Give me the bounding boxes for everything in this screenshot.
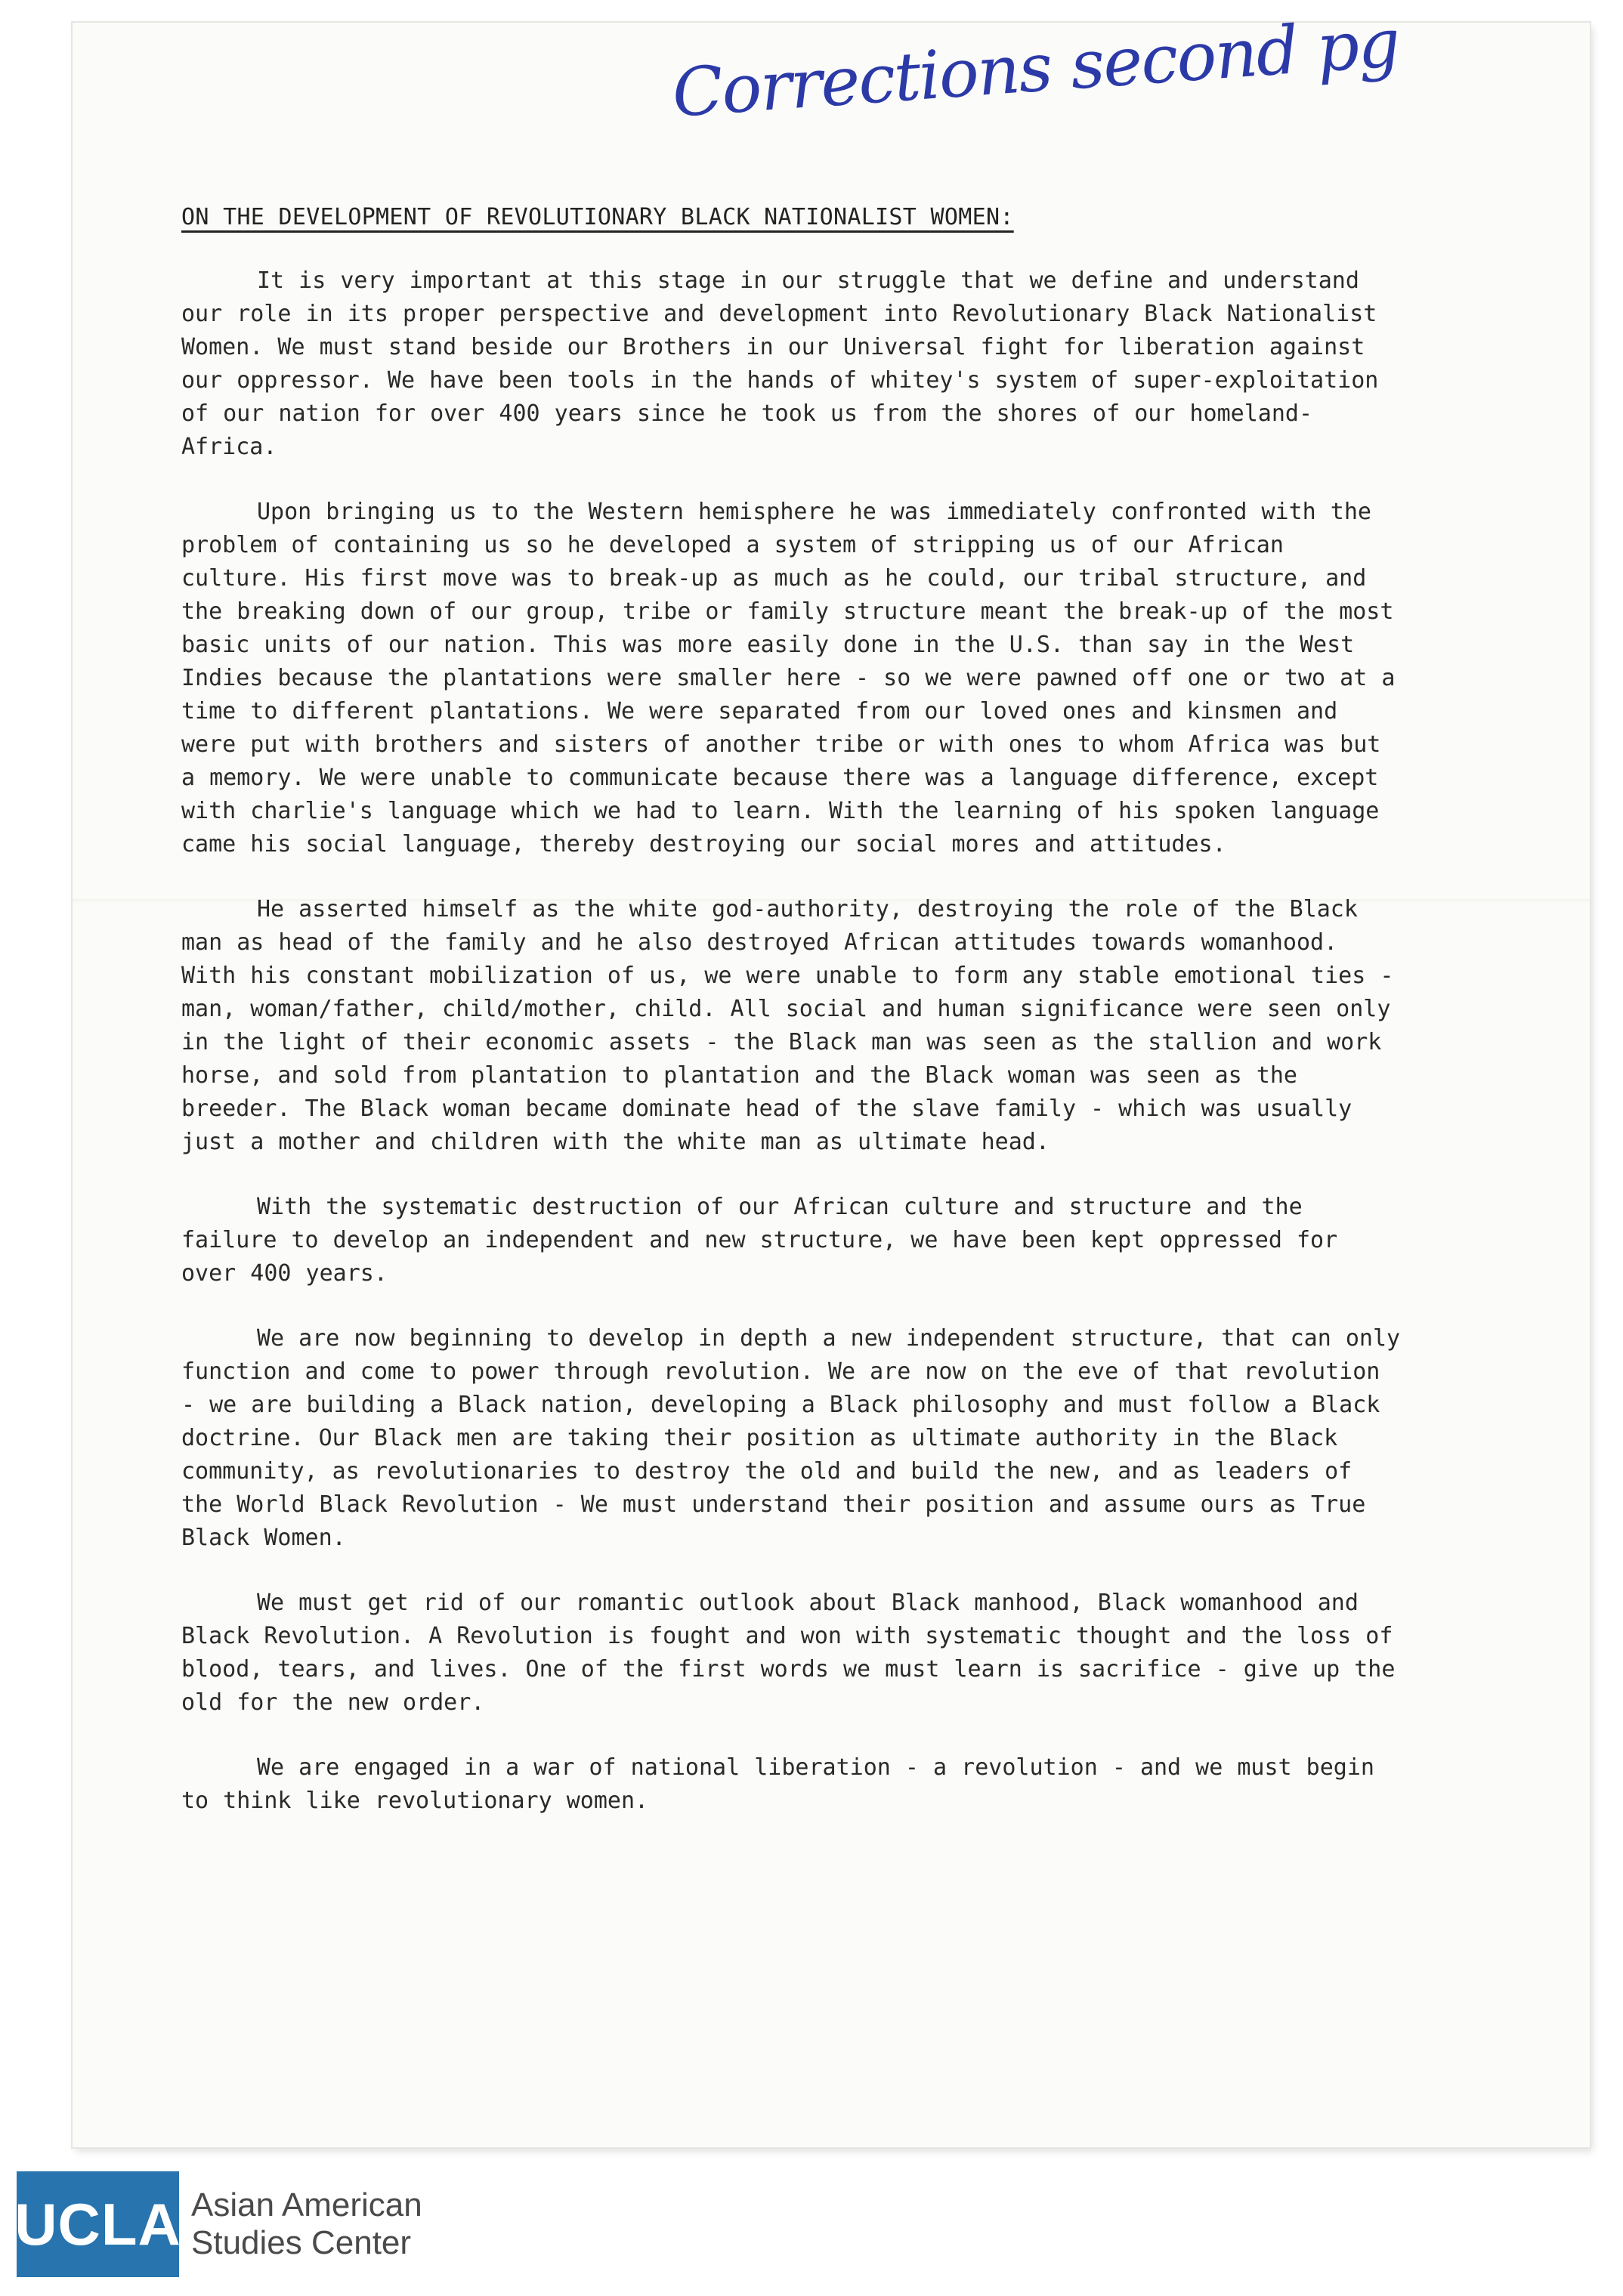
paragraph-4: With the systematic destruction of our African culture and structure and the failure to develop an independent and new structure, we have been kept oppressed for over 400 years. [181, 1194, 1338, 1287]
paragraph-2: Upon bringing us to the Western hemisphere he was immediately confronted with the problem of containing us so he developed a system of stripping us of our African culture. His first move was to break-up as much as he could, our tribal structure, and the breaking down of our group, tribe or family structure meant the break-up of the most basic units of our nation. This was more easily done in the U.S. than say in the West Indies because the plantations were smaller here - so we were pawned off one or two at a time to different plantations. We were separated from our loved ones and kinsmen and were put with brothers and sisters of another tribe or with ones to whom Africa was but a memory. We were unable to communicate because there was a language difference, except with charlie's language which we had to learn. With the learning of his spoken language came his social language, thereby destroying our social mores and attitudes. [181, 499, 1396, 858]
ucla-logo-box: UCLA [17, 2171, 179, 2277]
document-body [181, 264, 1405, 1849]
paragraph-5: We are now beginning to develop in depth a new independent structure, that can only function and come to power through revolution. We are now on the eve of that revolution - we are building a Black nation, developing a Black philosophy and must follow a Black doctrine. Our Black men are taking their position as ultimate authority in the Black community, as revolutionaries to destroy the old and build the new, and as leaders of the World Black Revolution - We must understand their position and assume ours as True Black Women. [181, 1325, 1401, 1551]
center-name-line1: Asian American [191, 2186, 422, 2223]
document-title: ON THE DEVELOPMENT OF REVOLUTIONARY BLACK NATIONALIST WOMEN: [181, 204, 1014, 230]
ucla-center-logo [14, 2171, 422, 2277]
paragraph-6: We must get rid of our romantic outlook about Black manhood, Black womanhood and Black Revolution. A Revolution is fought and won with systematic thought and the loss of blood, tears, and lives. One of the first words we must learn is sacrifice - give up the old for the new order. [181, 1590, 1396, 1716]
paragraph-1: It is very important at this stage in our struggle that we define and understand our role in its proper perspective and development into Revolutionary Black Nationalist Women. We must stand beside our Brothers in our Universal fight for liberation against our oppressor. We have been tools in the hands of whitey's system of super-exploitation of our nation for over 400 years since he took us from the shores of our homeland-Africa. [181, 267, 1379, 460]
paragraph-3: He asserted himself as the white god-authority, destroying the role of the Black man as head of the family and he also destroyed African attitudes towards womanhood. With his constant mobilization of us, we were unable to form any stable emotional ties - man, woman/father, child/mother, child. All social and human significance were seen only in the light of their economic assets - the Black man was seen as the stallion and work horse, and sold from plantation to plantation and the Black woman was seen as the breeder. The Black woman became dominate head of the slave family - which was usually just a mother and children with the white man as ultimate head. [181, 896, 1394, 1155]
center-name-line2: Studies Center [191, 2224, 412, 2261]
handwritten-note-text: Corrections second pg [669, 3, 1402, 132]
center-name [191, 2186, 422, 2262]
paragraph-7: We are engaged in a war of national liberation - a revolution - and we must begin to think like revolutionary women. [181, 1754, 1374, 1814]
